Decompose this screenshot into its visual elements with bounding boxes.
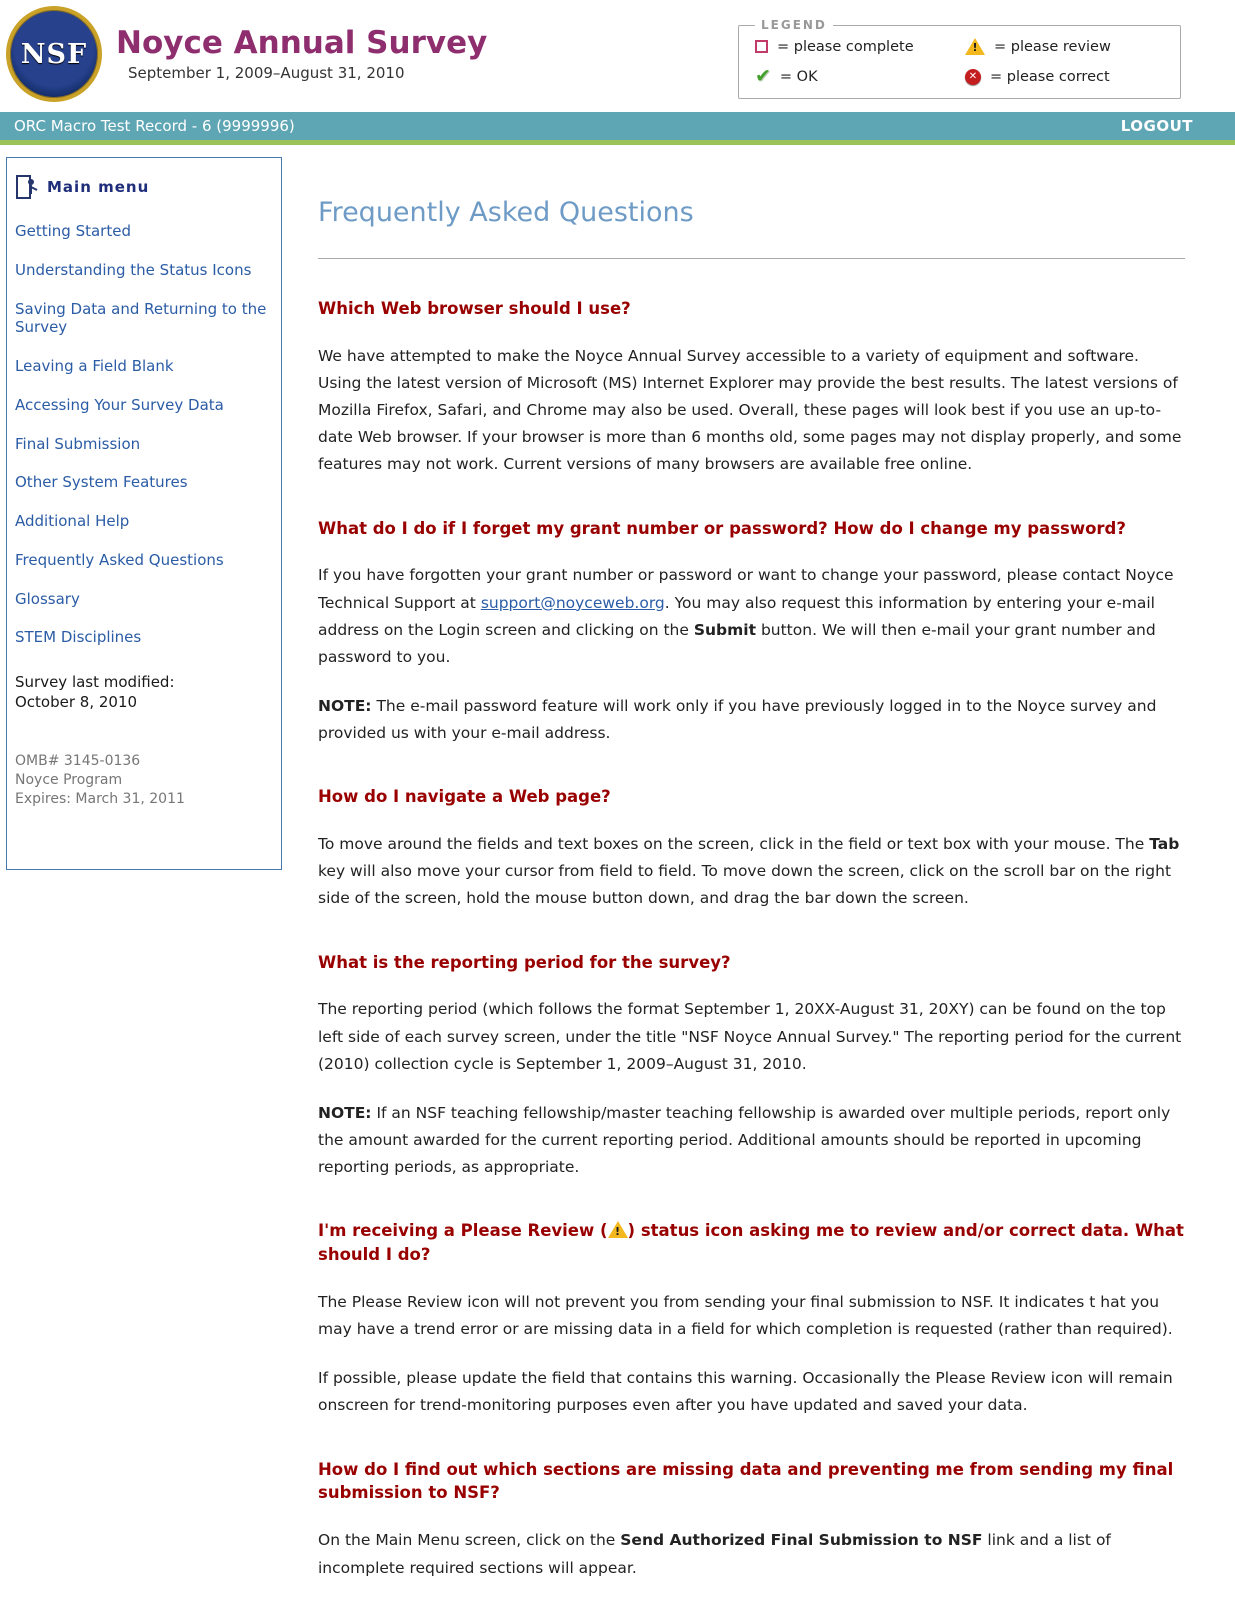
- support-email-link[interactable]: support@noyceweb.org: [480, 593, 665, 612]
- faq-question: How do I navigate a Web page?: [318, 787, 611, 807]
- logout-link[interactable]: LOGOUT: [1120, 117, 1193, 135]
- correct-error-icon: ✕: [965, 69, 981, 85]
- sidebar-item[interactable]: Frequently Asked Questions: [15, 550, 224, 569]
- faq-answer: NOTE: The e-mail password feature will work only if you have previously logged in to the Noyce survey and provided us with your e-mail address.: [318, 696, 1157, 743]
- legend-label: = please complete: [777, 38, 914, 55]
- main-menu-link[interactable]: [15, 174, 269, 200]
- review-warning-icon: [965, 38, 985, 55]
- sidebar-item[interactable]: Understanding the Status Icons: [15, 260, 252, 279]
- omb-number: OMB# 3145-0136: [15, 753, 141, 769]
- sidebar-item[interactable]: Additional Help: [15, 512, 130, 530]
- legend-item: [965, 67, 1166, 86]
- omb-info: [15, 752, 269, 809]
- bold-text: NOTE:: [318, 696, 372, 715]
- faq-answer: The Please Review icon will not prevent you from sending your final submission to NSF. It indicates t hat you may have a trend error or are missing data in a field for which completion is requested (rather than required).: [318, 1293, 1173, 1339]
- last-modified-label: Survey last modified:: [15, 673, 175, 691]
- bold-text: Submit: [693, 620, 757, 639]
- faq-question: I'm receiving a Please Review ( ! ) status icon asking me to review and/or correct data. What should I do?: [318, 1219, 1185, 1267]
- faq-question: How do I find out which sections are missing data and preventing me from sending my final submission to NSF?: [318, 1459, 1174, 1503]
- faq-answer: On the Main Menu screen, click on the Send Authorized Final Submission to NSF link and a list of incomplete required sections will appear.: [318, 1531, 1111, 1577]
- app-title: Noyce Annual Survey: [116, 24, 488, 61]
- last-modified: [15, 673, 269, 712]
- complete-square-icon: [755, 40, 768, 53]
- sidebar-item[interactable]: STEM Disciplines: [15, 628, 142, 647]
- faq-answer: If possible, please update the field that contains this warning. Occasionally the Please Review icon will remain onscreen for trend-monitoring purposes even after you have updated and saved your data.: [318, 1369, 1173, 1415]
- header: [0, 0, 1235, 112]
- sidebar-item[interactable]: Final Submission: [15, 434, 141, 453]
- sidebar-item[interactable]: Getting Started: [15, 222, 131, 240]
- legend-label: = please review: [994, 38, 1111, 55]
- content: [0, 145, 1235, 1622]
- legend-grid: [755, 38, 1166, 86]
- main-menu-icon: [15, 174, 39, 200]
- legend-title: LEGEND: [761, 18, 827, 32]
- record-bar: [0, 112, 1235, 140]
- faq-page-title: Frequently Asked Questions: [318, 197, 694, 228]
- sidebar-item[interactable]: Other System Features: [15, 473, 188, 492]
- faq-answer: If you have forgotten your grant number or password or want to change your password, please contact Noyce Technical Support at support@noyceweb.org. You may also request this information by entering your e-mail address on the Login screen and clicking on the Submit button. We will then e-mail your grant number and password to you.: [318, 566, 1174, 666]
- header-branding: [6, 6, 487, 102]
- main-menu-label: Main menu: [47, 178, 150, 196]
- bold-text: NOTE:: [318, 1103, 372, 1122]
- faq-answer: We have attempted to make the Noyce Annual Survey accessible to a variety of equipment and software. Using the latest version of Microsoft (MS) Internet Explorer may provide the best results. The latest versions of Mozilla Firefox, Safari, and Chrome may also be used. Overall, these pages will look best if you use an up-to-date Web browser. If your browser is more than 6 months old, some pages may not display properly, and some features may not work. Current versions of many browsers are available free online.: [318, 346, 1182, 474]
- faq-question: What is the reporting period for the survey?: [318, 952, 731, 972]
- faq-question: What do I do if I forget my grant number or password? How do I change my password?: [318, 518, 1126, 538]
- faq-list: [318, 297, 1185, 1582]
- program-name: Noyce Program: [15, 771, 123, 788]
- nsf-logo-text: NSF: [20, 38, 88, 70]
- legend-item: [755, 67, 955, 86]
- title-rule: [318, 258, 1185, 259]
- sidebar-item[interactable]: Glossary: [15, 589, 80, 608]
- faq-answer: The reporting period (which follows the format September 1, 20XX-August 31, 20XY) can be found on the top left side of each survey screen, under the title "NSF Noyce Annual Survey." The reporting period for the current (2010) collection cycle is September 1, 2009–August 31, 2010.: [318, 1000, 1182, 1073]
- ok-check-icon: ✔: [755, 65, 771, 87]
- record-label: ORC Macro Test Record - 6 (9999996): [14, 117, 295, 135]
- sidebar-item[interactable]: Accessing Your Survey Data: [15, 395, 224, 414]
- legend-box: [738, 18, 1181, 99]
- last-modified-date: October 8, 2010: [15, 692, 138, 711]
- bold-text: Send Authorized Final Submission to NSF: [620, 1531, 983, 1550]
- sidebar-item[interactable]: Leaving a Field Blank: [15, 357, 174, 375]
- nsf-logo: [6, 6, 102, 102]
- faq-question: Which Web browser should I use?: [318, 299, 631, 318]
- legend-label: = please correct: [990, 68, 1110, 85]
- warning-icon: [608, 1221, 628, 1238]
- sidebar-item[interactable]: Saving Data and Returning to the Survey: [15, 299, 267, 337]
- legend-item: [965, 38, 1166, 55]
- main-content: [282, 157, 1235, 1622]
- sidebar-nav: [15, 222, 269, 647]
- legend-label: = OK: [779, 68, 818, 85]
- omb-expires: Expires: March 31, 2011: [15, 790, 185, 807]
- sidebar: [6, 157, 282, 870]
- legend-item: [755, 38, 955, 55]
- faq-answer: NOTE: If an NSF teaching fellowship/master teaching fellowship is awarded over multiple periods, report only the amount awarded for the current reporting period. Additional amounts should be reported in upcoming reporting periods, as appropriate.: [318, 1103, 1171, 1177]
- reporting-period: September 1, 2009–August 31, 2010: [128, 64, 405, 83]
- title-block: [116, 26, 487, 83]
- faq-answer: To move around the fields and text boxes on the screen, click in the field or text box with your mouse. The Tab key will also move your cursor from field to field. To move down the screen, click on the scroll bar on the right side of the screen, hold the mouse button down, and drag the bar down the screen.: [318, 835, 1180, 908]
- bold-text: Tab: [1149, 835, 1180, 854]
